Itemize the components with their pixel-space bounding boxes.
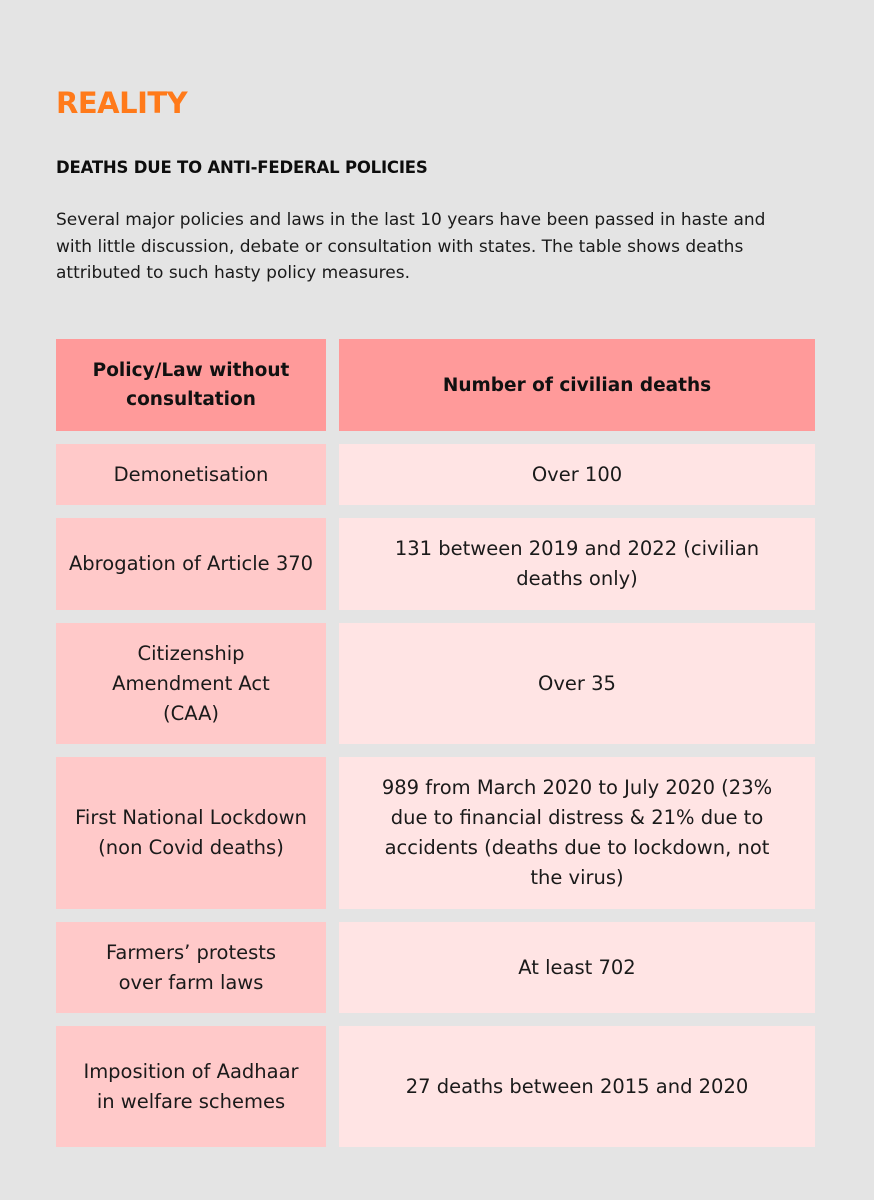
header-policy: Policy/Law without consultation — [56, 339, 326, 431]
deaths-cell: 131 between 2019 and 2022 (civilian deaths only) — [339, 518, 815, 610]
deaths-cell: 989 from March 2020 to July 2020 (23% due to financial distress & 21% due to accidents (deaths due to lockdown, not the virus) — [339, 757, 815, 909]
table-row — [56, 444, 815, 505]
policy-cell: Abrogation of Article 370 — [56, 518, 326, 610]
deaths-cell: 27 deaths between 2015 and 2020 — [339, 1026, 815, 1147]
table-row — [56, 922, 815, 1013]
policy-cell: Citizenship Amendment Act (CAA) — [56, 623, 326, 744]
table-row — [56, 518, 815, 610]
section-subheading: DEATHS DUE TO ANTI-FEDERAL POLICIES — [56, 158, 428, 177]
deaths-table — [56, 339, 815, 1160]
deaths-cell: Over 100 — [339, 444, 815, 505]
page-heading: REALITY — [56, 86, 188, 120]
policy-cell: Imposition of Aadhaar in welfare schemes — [56, 1026, 326, 1147]
deaths-cell: Over 35 — [339, 623, 815, 744]
policy-cell: First National Lockdown (non Covid deaths) — [56, 757, 326, 909]
table-row — [56, 623, 815, 744]
policy-cell: Demonetisation — [56, 444, 326, 505]
deaths-cell: At least 702 — [339, 922, 815, 1013]
header-deaths: Number of civilian deaths — [339, 339, 815, 431]
table-row — [56, 1026, 815, 1147]
policy-cell: Farmers’ protests over farm laws — [56, 922, 326, 1013]
table-header-row — [56, 339, 815, 431]
intro-paragraph: Several major policies and laws in the last 10 years have been passed in haste and with little discussion, debate or consultation with states. The table shows deaths attributed to such hasty policy measures. — [56, 210, 766, 283]
table-row — [56, 757, 815, 909]
